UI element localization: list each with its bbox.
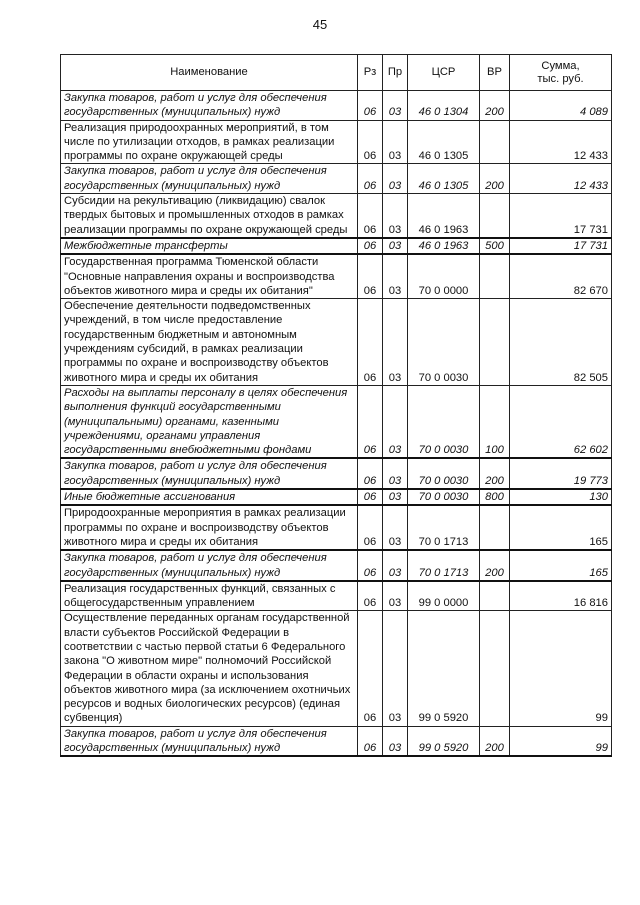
row-amount: 4 089 xyxy=(510,91,612,121)
row-csr: 46 0 1305 xyxy=(408,164,480,194)
row-csr: 46 0 1305 xyxy=(408,120,480,164)
row-pr: 03 xyxy=(383,299,408,386)
row-name: Закупка товаров, работ и услуг для обеспечения государственных (муниципальных) нужд xyxy=(61,550,358,581)
header-name: Наименование xyxy=(61,55,358,91)
table-row xyxy=(61,581,612,611)
row-vr xyxy=(480,254,510,298)
row-vr xyxy=(480,120,510,164)
header-amount xyxy=(510,55,612,91)
row-pr: 03 xyxy=(383,120,408,164)
row-name: Межбюджетные трансферты xyxy=(61,238,358,254)
table-row xyxy=(61,489,612,505)
header-csr: ЦСР xyxy=(408,55,480,91)
row-pr: 03 xyxy=(383,238,408,254)
row-pr: 03 xyxy=(383,385,408,458)
row-csr: 46 0 1304 xyxy=(408,91,480,121)
row-pr: 03 xyxy=(383,581,408,611)
row-csr: 70 0 0030 xyxy=(408,458,480,489)
row-rz: 06 xyxy=(358,238,383,254)
row-name: Обеспечение деятельности подведомственных учреждений, в том числе предоставление государственным бюджетным и автономным учреждениям субсидий, в рамках реализации программы по охране и воспроизводству объектов животного мира и среды их обитания xyxy=(61,299,358,386)
row-name: Государственная программа Тюменской области "Основные направления охраны и воспроизводства объектов животного мира и среды их обитания" xyxy=(61,254,358,298)
row-name: Реализация природоохранных мероприятий, в том числе по утилизации отходов, в рамках реализации программы по охране окружающей среды xyxy=(61,120,358,164)
row-vr: 100 xyxy=(480,385,510,458)
row-name: Закупка товаров, работ и услуг для обеспечения государственных (муниципальных) нужд xyxy=(61,726,358,756)
row-csr: 70 0 0030 xyxy=(408,489,480,505)
row-pr: 03 xyxy=(383,550,408,581)
row-rz: 06 xyxy=(358,581,383,611)
row-name: Осуществление переданных органам государственной власти субъектов Российской Федерации в соответствии с частью первой статьи 6 Федерального закона "О животном мире" полномочий Российской Федерации в области охраны и использования объектов животного мира (за исключением охотничьих ресурсов и водных биологических ресурсов) (единая субвенция) xyxy=(61,611,358,726)
table-row xyxy=(61,254,612,298)
row-vr xyxy=(480,299,510,386)
row-pr: 03 xyxy=(383,254,408,298)
row-rz: 06 xyxy=(358,550,383,581)
row-rz: 06 xyxy=(358,726,383,756)
row-amount: 16 816 xyxy=(510,581,612,611)
row-rz: 06 xyxy=(358,254,383,298)
row-amount: 17 731 xyxy=(510,194,612,238)
row-amount: 19 773 xyxy=(510,458,612,489)
row-rz: 06 xyxy=(358,385,383,458)
row-amount: 62 602 xyxy=(510,385,612,458)
row-rz: 06 xyxy=(358,505,383,550)
row-csr: 70 0 0030 xyxy=(408,299,480,386)
row-csr: 70 0 1713 xyxy=(408,505,480,550)
row-pr: 03 xyxy=(383,164,408,194)
row-rz: 06 xyxy=(358,120,383,164)
page-number: 45 xyxy=(312,17,328,32)
row-name: Закупка товаров, работ и услуг для обеспечения государственных (муниципальных) нужд xyxy=(61,91,358,121)
row-rz: 06 xyxy=(358,458,383,489)
row-pr: 03 xyxy=(383,194,408,238)
row-csr: 70 0 0000 xyxy=(408,254,480,298)
row-amount: 165 xyxy=(510,505,612,550)
row-rz: 06 xyxy=(358,91,383,121)
row-csr: 46 0 1963 xyxy=(408,238,480,254)
row-name: Закупка товаров, работ и услуг для обеспечения государственных (муниципальных) нужд xyxy=(61,164,358,194)
header-rz: Рз xyxy=(358,55,383,91)
row-pr: 03 xyxy=(383,91,408,121)
row-name: Иные бюджетные ассигнования xyxy=(61,489,358,505)
row-amount: 12 433 xyxy=(510,164,612,194)
row-vr: 500 xyxy=(480,238,510,254)
row-pr: 03 xyxy=(383,505,408,550)
table-row xyxy=(61,120,612,164)
header-vr: ВР xyxy=(480,55,510,91)
row-vr: 200 xyxy=(480,164,510,194)
header-pr: Пр xyxy=(383,55,408,91)
budget-table xyxy=(60,54,612,757)
row-vr: 200 xyxy=(480,458,510,489)
row-amount: 12 433 xyxy=(510,120,612,164)
row-csr: 70 0 1713 xyxy=(408,550,480,581)
row-vr: 200 xyxy=(480,726,510,756)
row-rz: 06 xyxy=(358,164,383,194)
table-header-row xyxy=(61,55,612,91)
table-row xyxy=(61,611,612,726)
table-row xyxy=(61,458,612,489)
row-name: Субсидии на рекультивацию (ликвидацию) свалок твердых бытовых и промышленных отходов в рамках реализации программы по охране окружающей среды xyxy=(61,194,358,238)
row-amount: 165 xyxy=(510,550,612,581)
row-csr: 99 0 5920 xyxy=(408,726,480,756)
row-vr xyxy=(480,581,510,611)
row-amount: 82 670 xyxy=(510,254,612,298)
row-vr xyxy=(480,505,510,550)
row-rz: 06 xyxy=(358,194,383,238)
row-vr: 200 xyxy=(480,91,510,121)
row-pr: 03 xyxy=(383,458,408,489)
row-vr: 800 xyxy=(480,489,510,505)
row-rz: 06 xyxy=(358,489,383,505)
row-amount: 82 505 xyxy=(510,299,612,386)
table-row xyxy=(61,164,612,194)
row-name: Реализация государственных функций, связанных с общегосударственным управлением xyxy=(61,581,358,611)
row-name: Расходы на выплаты персоналу в целях обеспечения выполнения функций государственными (муниципальными) органами, казенными учреждениями, органами управления государственными внебюджетными фондами xyxy=(61,385,358,458)
row-pr: 03 xyxy=(383,726,408,756)
table-row xyxy=(61,91,612,121)
row-rz: 06 xyxy=(358,299,383,386)
row-vr xyxy=(480,194,510,238)
table-row xyxy=(61,550,612,581)
row-csr: 70 0 0030 xyxy=(408,385,480,458)
row-name: Природоохранные мероприятия в рамках реализации программы по охране и воспроизводству объектов животного мира и среды их обитания xyxy=(61,505,358,550)
row-rz: 06 xyxy=(358,611,383,726)
row-vr: 200 xyxy=(480,550,510,581)
row-pr: 03 xyxy=(383,611,408,726)
table-row xyxy=(61,238,612,254)
table-row xyxy=(61,194,612,238)
table-row xyxy=(61,505,612,550)
row-name: Закупка товаров, работ и услуг для обеспечения государственных (муниципальных) нужд xyxy=(61,458,358,489)
row-csr: 99 0 0000 xyxy=(408,581,480,611)
row-vr xyxy=(480,611,510,726)
row-amount: 130 xyxy=(510,489,612,505)
row-amount: 99 xyxy=(510,726,612,756)
header-amount-line2: тыс. руб. xyxy=(537,72,584,85)
row-pr: 03 xyxy=(383,489,408,505)
table-row xyxy=(61,385,612,458)
table-row xyxy=(61,299,612,386)
header-amount-line1: Сумма, xyxy=(541,59,580,72)
row-amount: 99 xyxy=(510,611,612,726)
row-amount: 17 731 xyxy=(510,238,612,254)
row-csr: 46 0 1963 xyxy=(408,194,480,238)
row-csr: 99 0 5920 xyxy=(408,611,480,726)
table-row xyxy=(61,726,612,756)
